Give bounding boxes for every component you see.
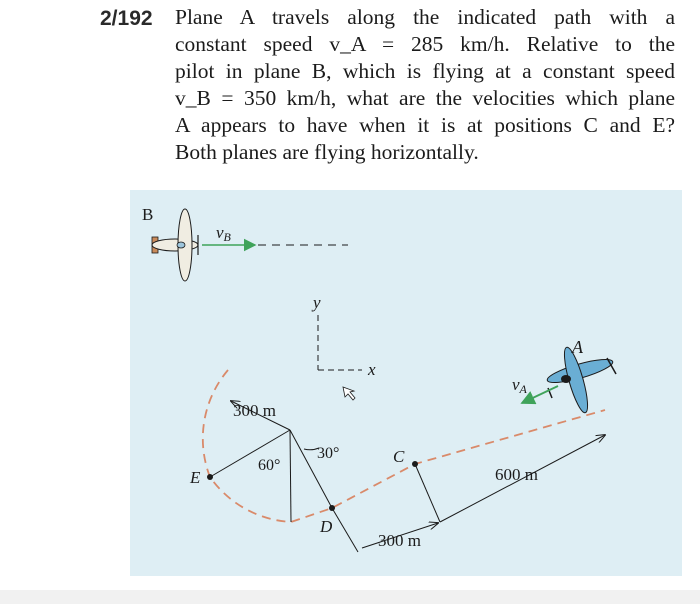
point-e: [207, 474, 213, 480]
point-c: [412, 461, 418, 467]
axis-x-label: x: [368, 360, 376, 379]
label-dim-300: 300 m: [378, 531, 421, 550]
problem-line-5: A appears to have when it is at positions C and E?: [175, 113, 675, 137]
label-v-b: vB: [216, 223, 231, 244]
extension-d: [332, 508, 358, 552]
problem-number: 2/192: [100, 7, 153, 30]
axis-y-label: y: [313, 293, 321, 312]
label-point-d: D: [320, 517, 333, 536]
label-radius-300: 300 m: [233, 401, 276, 420]
problem-figure: [130, 190, 682, 576]
label-angle-60: 60°: [258, 457, 281, 474]
problem-line-6: Both planes are flying horizontally.: [175, 140, 479, 164]
plane-b-icon: [152, 209, 198, 281]
figure-svg: [130, 190, 682, 576]
label-point-c: C: [393, 447, 405, 466]
label-v-a: vA: [512, 375, 527, 396]
label-plane-b: B: [142, 205, 154, 224]
radius-to-d: [290, 430, 332, 508]
extension-c: [415, 464, 440, 522]
label-plane-a: A: [572, 337, 583, 357]
problem-line-1: Plane A travels along the indicated path with a: [175, 5, 675, 29]
coordinate-axes: [311, 293, 376, 379]
problem-text: [175, 4, 675, 166]
label-angle-30: 30°: [317, 445, 340, 462]
velocity-a-arrow: [522, 386, 558, 403]
problem-line-3: pilot in plane B, which is flying at a constant speed: [175, 59, 675, 83]
problem-line-4: v_B = 350 km/h, what are the velocities which plane: [175, 86, 675, 110]
point-d: [329, 505, 335, 511]
radius-vertical: [290, 430, 291, 522]
bottom-strip: [0, 590, 700, 604]
problem-statement: [88, 4, 688, 182]
cursor-icon: [343, 387, 355, 400]
label-dim-600: 600 m: [495, 465, 538, 484]
label-point-e: E: [190, 468, 201, 487]
problem-line-2: constant speed v_A = 285 km/h. Relative to the: [175, 32, 675, 56]
